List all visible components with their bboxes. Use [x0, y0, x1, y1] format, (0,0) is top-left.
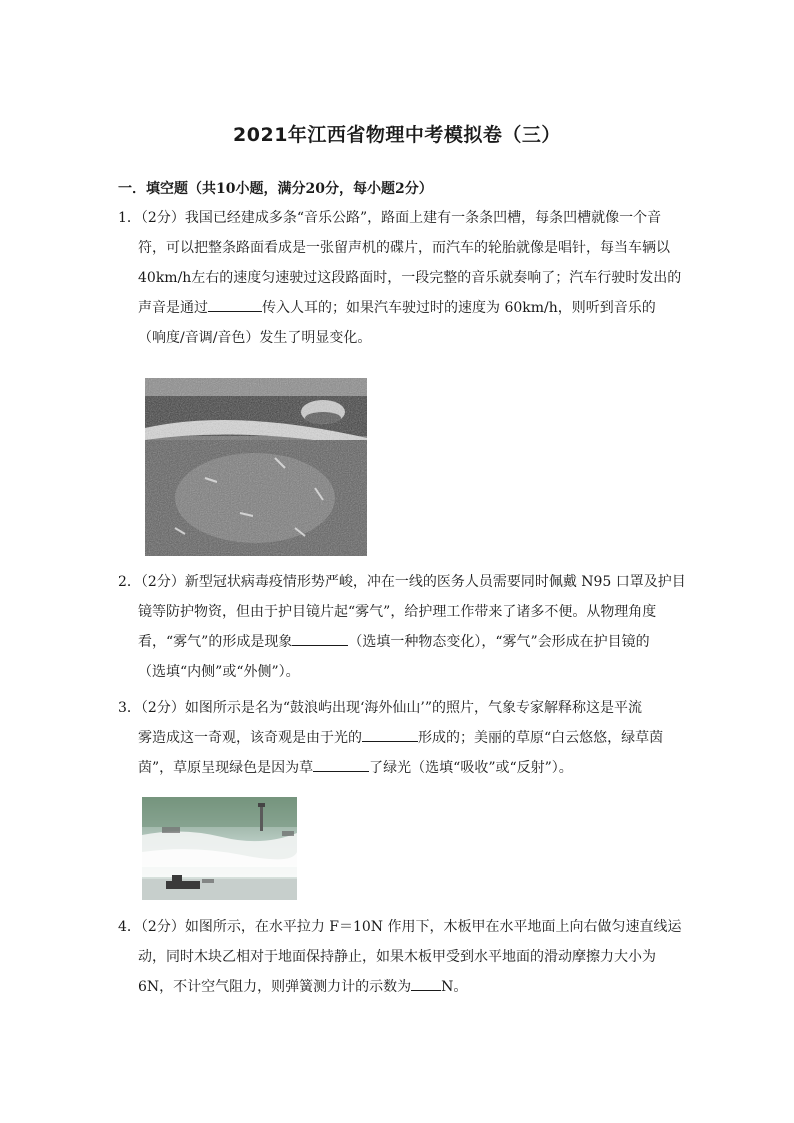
question-4-line: 动，同时木块乙相对于地面保持静止，如果木板甲受到水平地面的滑动摩擦力大小为 [138, 949, 656, 965]
question-2-line: 镜等防护物资，但由于护目镜片起“雾气”，给护理工作带来了诸多不便。从物理角度 [138, 604, 657, 620]
question-2-line: （选填“内侧”或“外侧”）。 [138, 664, 300, 680]
answer-blank[interactable] [362, 727, 418, 742]
question-1-text: 声音是通过 [138, 300, 208, 316]
question-1 [118, 203, 682, 353]
music-road-photo [145, 378, 367, 556]
question-3 [118, 693, 678, 783]
question-1-line [118, 293, 678, 323]
question-3-text: 了绿光（选填“吸收”或“反射”）。 [369, 760, 573, 776]
question-3-text: 茵”，草原呈现绿色是因为草 [138, 760, 314, 776]
answer-blank[interactable] [411, 976, 441, 991]
question-2-text: 看，“雾气”的形成是现象 [138, 634, 293, 650]
sea-fog-photo [142, 797, 297, 900]
question-1-line: 符，可以把整条路面看成是一张留声机的碟片，而汽车的轮胎就像是唱针，每当车辆以 [138, 240, 670, 256]
question-1-line: 1．（2分）我国已经建成多条“音乐公路”，路面上建有一条条凹槽，每条凹槽就像一个音 [118, 210, 662, 226]
question-3-text: 雾造成这一奇观，该奇观是由于光的 [138, 730, 362, 746]
question-4-text: N。 [441, 979, 468, 995]
question-4-line: 4．（2分）如图所示，在水平拉力 F＝10N 作用下，木板甲在水平地面上向右做匀速直线运 [118, 919, 682, 935]
answer-blank[interactable] [313, 757, 369, 772]
question-2-line [118, 627, 678, 657]
question-2-line: 2．（2分）新型冠状病毒疫情形势严峻，冲在一线的医务人员需要同时佩戴 N95 口罩及护目 [118, 574, 686, 590]
question-1-line: 40km/h左右的速度匀速驶过这段路面时，一段完整的音乐就奏响了；汽车行驶时发出的 [138, 270, 682, 286]
question-3-text: 形成的；美丽的草原“白云悠悠，绿草茵 [418, 730, 664, 746]
question-2-text: （选填一种物态变化），“雾气”会形成在护目镜的 [348, 634, 650, 650]
question-1-text: 传入人耳的；如果汽车驶过时的速度为 60km/h，则听到音乐的 [262, 300, 656, 316]
answer-blank[interactable] [292, 631, 348, 646]
answer-blank[interactable] [208, 297, 262, 312]
question-3-line [118, 753, 678, 783]
section-heading: 一．填空题（共10小题，满分20分，每小题2分） [118, 181, 433, 197]
question-4-text: 6N，不计空气阻力，则弹簧测力计的示数为 [138, 979, 412, 995]
question-1-line: （响度/音调/音色）发生了明显变化。 [138, 330, 372, 346]
question-3-line [118, 723, 678, 753]
page-title: 2021年江西省物理中考模拟卷（三） [233, 124, 561, 146]
question-4-line [118, 972, 678, 1002]
question-3-line: 3．（2分）如图所示是名为“鼓浪屿出现‘海外仙山’”的照片，气象专家解释称这是平流 [118, 700, 643, 716]
question-2 [118, 567, 686, 687]
question-4 [118, 912, 682, 1002]
